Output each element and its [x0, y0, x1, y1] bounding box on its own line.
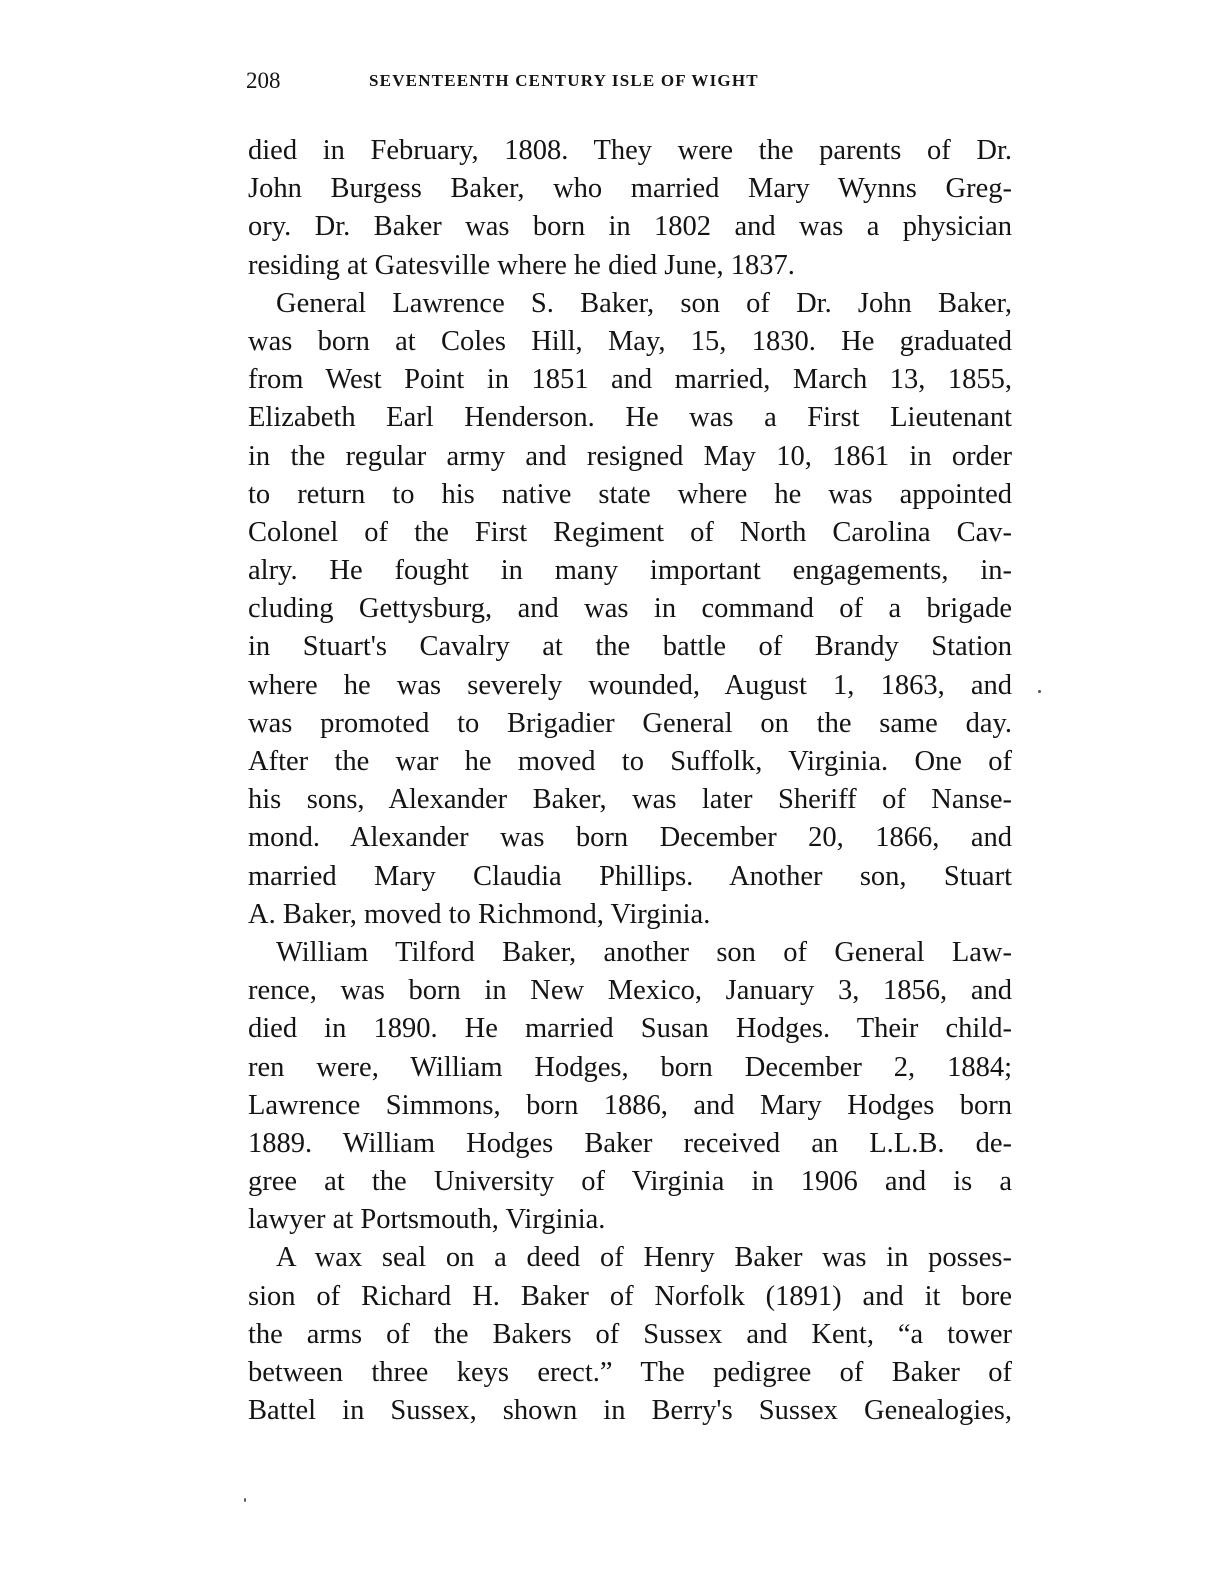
text-line: ory. Dr. Baker was born in 1802 and was a physician [248, 211, 1012, 243]
text-line: Lawrence Simmons, born 1886, and Mary Hodges born [248, 1089, 1012, 1121]
text-line: 1889. William Hodges Baker received an L.L.B. de- [248, 1127, 1012, 1159]
text-line: where he was severely wounded, August 1, 1863, and [248, 669, 1012, 701]
paragraph-1 [248, 132, 1012, 285]
text-line: John Burgess Baker, who married Mary Wynns Greg- [248, 173, 1012, 205]
text-line: A wax seal on a deed of Henry Baker was in posses- [276, 1242, 1012, 1274]
scan-speck [244, 1498, 246, 1502]
text-line: rence, was born in New Mexico, January 3, 1856, and [248, 975, 1012, 1007]
text-line: A. Baker, moved to Richmond, Virginia. [248, 898, 711, 930]
paragraph-3 [248, 934, 1012, 1240]
text-line: to return to his native state where he was appointed [248, 478, 1012, 510]
text-line: his sons, Alexander Baker, was later Sheriff of Nanse- [248, 784, 1012, 816]
body-text [248, 132, 1012, 1430]
scan-speck [1038, 690, 1041, 693]
text-line: died in February, 1808. They were the parents of Dr. [248, 135, 1012, 166]
text-line: General Lawrence S. Baker, son of Dr. John Baker, [276, 287, 1012, 319]
text-line: sion of Richard H. Baker of Norfolk (1891) and it bore [248, 1280, 1012, 1312]
text-line: Battel in Sussex, shown in Berry's Sussex Genealogies, [248, 1395, 1012, 1427]
text-line: in the regular army and resigned May 10, 1861 in order [248, 440, 1012, 472]
text-line: alry. He fought in many important engagements, in- [248, 555, 1012, 587]
text-line: married Mary Claudia Phillips. Another son, Stuart [248, 860, 1012, 892]
text-line: died in 1890. He married Susan Hodges. Their child- [248, 1013, 1012, 1045]
text-line: was promoted to Brigadier General on the same day. [248, 707, 1012, 739]
text-line: After the war he moved to Suffolk, Virginia. One of [248, 746, 1012, 777]
text-line: Colonel of the First Regiment of North Carolina Cav- [248, 516, 1012, 548]
text-line: from West Point in 1851 and married, March 13, 1855, [248, 364, 1012, 396]
text-line: Elizabeth Earl Henderson. He was a First Lieutenant [248, 402, 1012, 434]
text-line: was born at Coles Hill, May, 15, 1830. He graduated [248, 325, 1012, 357]
running-head [246, 66, 896, 96]
paragraph-2 [248, 285, 1012, 934]
text-line: mond. Alexander was born December 20, 1866, and [248, 822, 1012, 854]
text-line: the arms of the Bakers of Sussex and Kent, “a tower [248, 1318, 1012, 1350]
running-title: SEVENTEENTH CENTURY ISLE OF WIGHT [369, 71, 759, 90]
text-line: William Tilford Baker, another son of General Law- [276, 936, 1012, 968]
text-line: in Stuart's Cavalry at the battle of Brandy Station [248, 631, 1012, 663]
text-line: cluding Gettysburg, and was in command of a brigade [248, 593, 1012, 625]
text-line: between three keys erect.” The pedigree of Baker of [248, 1357, 1012, 1388]
paragraph-4 [248, 1239, 1012, 1430]
text-line: lawyer at Portsmouth, Virginia. [248, 1204, 606, 1236]
text-line: residing at Gatesville where he died June, 1837. [248, 249, 795, 281]
page-number: 208 [246, 68, 281, 93]
text-line: gree at the University of Virginia in 1906 and is a [248, 1166, 1012, 1198]
text-line: ren were, William Hodges, born December 2, 1884; [248, 1051, 1012, 1083]
